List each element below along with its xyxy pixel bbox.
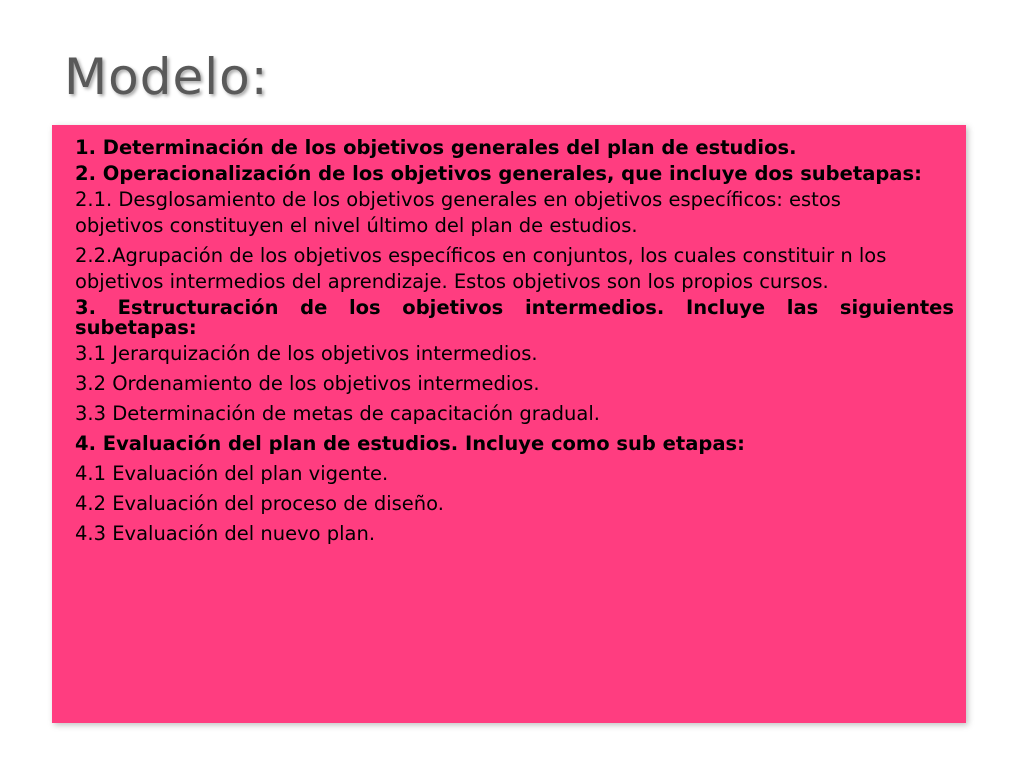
item-ordenamiento: 3.2 Ordenamiento de los objetivos intermedios. <box>75 372 540 395</box>
slide-title: Modelo: <box>64 48 269 106</box>
item-agrupacion: 2.2.Agrupación de los objetivos específicos en conjuntos, los cuales constituir n los <box>75 244 887 267</box>
content-box <box>52 125 966 723</box>
item-agrupacion-cont: objetivos intermedios del aprendizaje. Estos objetivos son los propios cursos. <box>75 270 829 293</box>
item-estructuracion: 3. Estructuración de los objetivos intermedios. Incluye las siguientes subetapas: <box>75 296 954 339</box>
item-desglosamiento: 2.1. Desglosamiento de los objetivos generales en objetivos específicos: estos <box>75 188 841 211</box>
item-jerarquizacion: 3.1 Jerarquización de los objetivos intermedios. <box>75 342 538 365</box>
item-desglosamiento-cont: objetivos constituyen el nivel último del plan de estudios. <box>75 214 638 237</box>
item-operacionalizacion: 2. Operacionalización de los objetivos generales, que incluye dos subetapas: <box>75 162 922 185</box>
item-evaluacion-nuevo: 4.3 Evaluación del nuevo plan. <box>75 522 376 545</box>
item-evaluacion: 4. Evaluación del plan de estudios. Incluye como sub etapas: <box>75 432 745 455</box>
item-evaluacion-diseno: 4.2 Evaluación del proceso de diseño. <box>75 492 444 515</box>
item-metas: 3.3 Determinación de metas de capacitación gradual. <box>75 402 600 425</box>
item-objetivos-generales: 1. Determinación de los objetivos generales del plan de estudios. <box>75 136 797 159</box>
item-evaluacion-vigente: 4.1 Evaluación del plan vigente. <box>75 462 389 485</box>
